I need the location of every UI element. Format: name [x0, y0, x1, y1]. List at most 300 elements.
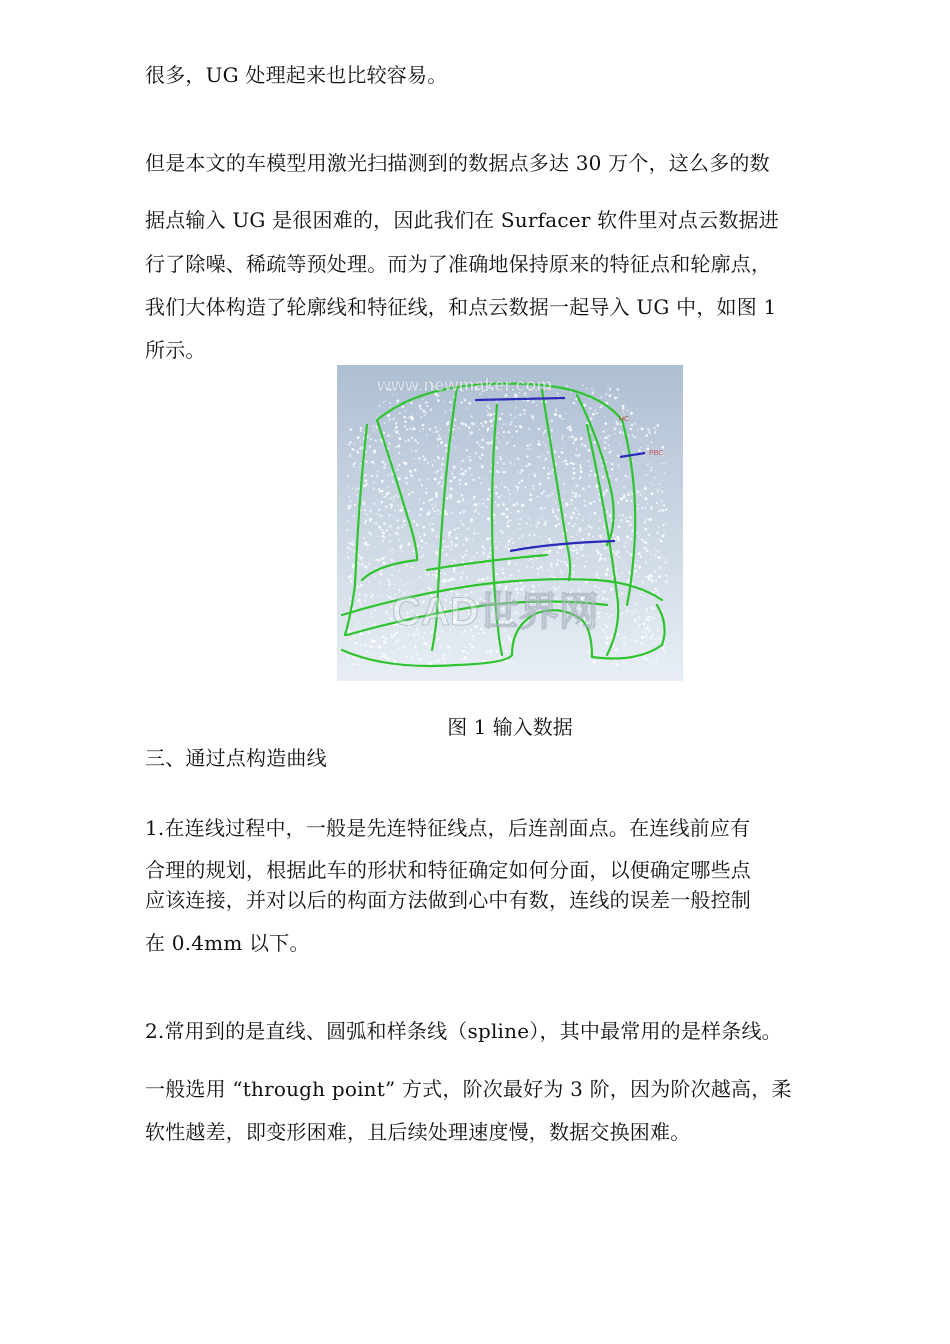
scan-point — [371, 616, 373, 618]
scan-point — [421, 547, 423, 549]
scan-point — [594, 474, 595, 475]
scan-point — [426, 488, 428, 490]
scan-point — [362, 563, 364, 565]
scan-point — [461, 494, 463, 496]
scan-point — [496, 462, 498, 464]
scan-point — [368, 631, 370, 633]
scan-point — [537, 496, 539, 498]
scan-point — [643, 455, 644, 456]
scan-point — [458, 428, 460, 430]
scan-point — [350, 580, 352, 582]
scan-point — [526, 523, 528, 525]
scan-point — [606, 461, 607, 462]
scan-point — [637, 532, 638, 533]
scan-point — [524, 412, 526, 414]
scan-point — [374, 576, 376, 578]
scan-point — [661, 491, 663, 493]
scan-point — [485, 506, 487, 508]
scan-point — [435, 505, 437, 507]
scan-point — [498, 432, 500, 434]
scan-point — [437, 456, 440, 459]
scan-point — [434, 460, 436, 462]
scan-point — [362, 557, 364, 559]
scan-point — [658, 510, 660, 512]
scan-point — [644, 628, 646, 630]
scan-point — [396, 446, 398, 448]
scan-point — [389, 534, 391, 536]
scan-point — [403, 520, 406, 523]
scan-point — [508, 540, 511, 543]
scan-point — [424, 415, 425, 416]
scan-point — [500, 657, 502, 659]
scan-point — [444, 662, 446, 664]
scan-point — [641, 507, 643, 509]
scan-point — [605, 457, 606, 458]
scan-point — [479, 458, 481, 460]
scan-point — [572, 511, 575, 514]
scan-point — [480, 446, 482, 448]
scan-point — [583, 584, 584, 585]
scan-point — [453, 567, 456, 570]
scan-point — [547, 477, 550, 480]
scan-point — [661, 509, 664, 512]
scan-point — [526, 455, 528, 457]
scan-point — [383, 431, 386, 434]
scan-point — [645, 658, 648, 661]
scan-point — [537, 573, 539, 575]
point-cloud-figure — [337, 365, 683, 681]
scan-point — [368, 563, 370, 565]
scan-point — [402, 490, 404, 492]
scan-point — [471, 432, 473, 434]
scan-point — [423, 655, 425, 657]
scan-point — [631, 530, 633, 532]
scan-point — [636, 621, 638, 623]
scan-point — [557, 586, 559, 588]
scan-point — [370, 591, 372, 593]
watermark-center: CAD世界网 — [392, 590, 599, 634]
scan-point — [664, 559, 666, 561]
scan-point — [423, 502, 425, 504]
scan-point — [450, 578, 453, 581]
scan-point — [444, 512, 447, 515]
scan-point — [371, 475, 373, 477]
scan-point — [505, 585, 507, 587]
scan-point — [654, 587, 656, 589]
scan-point — [647, 428, 650, 431]
scan-point — [514, 653, 516, 655]
scan-point — [654, 432, 656, 434]
scan-point — [387, 657, 389, 659]
scan-point — [517, 569, 519, 571]
scan-point — [383, 466, 385, 468]
scan-point — [476, 552, 478, 554]
scan-point — [511, 436, 512, 437]
scan-point — [379, 514, 381, 516]
scan-point — [538, 443, 541, 446]
scan-point — [608, 616, 610, 618]
scan-point — [592, 414, 593, 415]
scan-point — [644, 595, 645, 596]
scan-point — [617, 397, 619, 399]
scan-point — [388, 418, 391, 421]
scan-point — [354, 648, 356, 650]
scan-point — [365, 519, 367, 521]
scan-point — [642, 583, 644, 585]
scan-point — [464, 554, 466, 556]
scan-point — [604, 623, 606, 625]
scan-point — [663, 505, 665, 507]
scan-point — [387, 492, 390, 495]
scan-point — [478, 533, 479, 534]
scan-point — [373, 523, 374, 524]
scan-point — [448, 537, 449, 538]
scan-point — [510, 462, 512, 464]
scan-point — [457, 500, 460, 503]
scan-point — [604, 547, 606, 549]
scan-point — [508, 521, 509, 522]
scan-point — [436, 399, 437, 400]
scan-point — [538, 440, 540, 442]
scan-point — [406, 483, 408, 485]
section-heading: 三、通过点构造曲线 — [145, 746, 327, 770]
scan-point — [485, 442, 487, 444]
scan-point — [644, 631, 646, 633]
scan-point — [427, 512, 430, 515]
scan-point — [374, 623, 377, 626]
scan-point — [590, 526, 592, 528]
scan-point — [505, 546, 508, 549]
scan-point — [374, 609, 377, 612]
scan-point — [540, 507, 543, 510]
scan-point — [645, 492, 646, 493]
scan-point — [478, 444, 480, 446]
scan-point — [405, 565, 407, 567]
scan-point — [348, 576, 350, 578]
scan-point — [521, 509, 522, 510]
scan-point — [451, 512, 453, 514]
scan-point — [588, 525, 590, 527]
scan-point — [422, 637, 424, 639]
scan-point — [479, 464, 480, 465]
scan-point — [395, 498, 396, 499]
scan-point — [391, 551, 392, 552]
scan-point — [350, 453, 351, 454]
scan-point — [507, 523, 508, 524]
scan-point — [649, 616, 652, 619]
scan-point — [389, 596, 391, 598]
scan-point — [465, 550, 467, 552]
scan-point — [486, 651, 488, 653]
scan-point — [397, 648, 399, 650]
scan-point — [448, 531, 451, 534]
scan-point — [483, 660, 485, 662]
scan-point — [395, 426, 398, 429]
scan-point — [645, 434, 648, 437]
scan-point — [418, 634, 420, 636]
scan-point — [597, 577, 599, 579]
scan-point — [436, 535, 438, 537]
scan-point — [495, 492, 498, 495]
scan-point — [408, 510, 410, 512]
scan-point — [475, 517, 477, 519]
scan-point — [641, 631, 643, 633]
scan-point — [599, 535, 602, 538]
scan-point — [483, 528, 484, 529]
scan-point — [478, 477, 480, 479]
scan-point — [600, 460, 602, 462]
scan-point — [571, 536, 573, 538]
scan-point — [560, 561, 562, 563]
scan-point — [596, 572, 598, 574]
scan-point — [380, 573, 383, 576]
scan-point — [605, 489, 608, 492]
scan-point — [622, 405, 625, 408]
scan-point — [379, 405, 381, 407]
scan-point — [454, 425, 456, 427]
scan-point — [510, 519, 512, 521]
scan-point — [640, 642, 643, 645]
scan-point — [521, 479, 524, 482]
scan-point — [513, 663, 514, 664]
scan-point — [558, 456, 560, 458]
scan-point — [623, 642, 625, 644]
scan-point — [426, 642, 428, 644]
scan-point — [582, 587, 583, 588]
scan-point — [664, 651, 666, 653]
scan-point — [503, 486, 505, 488]
scan-point — [357, 452, 359, 454]
scan-point — [503, 423, 505, 425]
scan-point — [360, 427, 362, 429]
scan-point — [402, 551, 404, 553]
scan-point — [408, 417, 410, 419]
scan-point — [651, 492, 654, 495]
scan-point — [432, 508, 434, 510]
scan-point — [364, 474, 366, 476]
scan-point — [626, 611, 628, 613]
scan-point — [496, 547, 498, 549]
scan-point — [390, 507, 392, 509]
scan-point — [556, 563, 559, 566]
scan-point — [531, 415, 534, 418]
scan-point — [589, 474, 591, 476]
scan-point — [463, 525, 464, 526]
scan-point — [537, 522, 540, 525]
scan-point — [391, 436, 392, 437]
scan-point — [583, 500, 585, 502]
scan-point — [561, 499, 563, 501]
scan-point — [507, 525, 510, 528]
scan-point — [494, 522, 496, 524]
scan-point — [643, 569, 644, 570]
scan-point — [484, 421, 486, 423]
scan-point — [519, 518, 521, 520]
scan-point — [352, 664, 354, 666]
scan-point — [392, 481, 394, 483]
scan-point — [495, 447, 498, 450]
scan-point — [571, 549, 573, 551]
scan-point — [520, 427, 522, 429]
scan-point — [431, 577, 433, 579]
scan-point — [609, 435, 611, 437]
scan-point — [505, 508, 508, 511]
scan-point — [532, 401, 535, 404]
scan-point — [431, 528, 433, 530]
scan-point — [461, 460, 463, 462]
scan-point — [422, 526, 425, 529]
scan-point — [558, 523, 561, 526]
scan-point — [423, 534, 426, 537]
scan-point — [585, 581, 588, 584]
scan-point — [580, 467, 582, 469]
scan-point — [542, 517, 543, 518]
scan-point — [555, 408, 556, 409]
scan-point — [467, 653, 468, 654]
scan-point — [404, 420, 407, 423]
scan-point — [382, 493, 383, 494]
scan-point — [514, 416, 516, 418]
scan-point — [641, 538, 643, 540]
scan-point — [389, 402, 391, 404]
scan-point — [585, 528, 586, 529]
scan-point — [657, 491, 659, 493]
scan-point — [347, 475, 349, 477]
scan-point — [603, 526, 605, 528]
scan-point — [399, 412, 401, 414]
scan-point — [516, 503, 518, 505]
scan-point — [454, 419, 456, 421]
scan-point — [491, 425, 493, 427]
scan-point — [368, 582, 370, 584]
scan-point — [528, 560, 529, 561]
scan-point — [572, 477, 575, 480]
scan-point — [658, 527, 659, 528]
scan-point — [598, 587, 600, 589]
scan-point — [549, 495, 551, 497]
scan-point — [529, 534, 531, 536]
scan-point — [416, 653, 419, 656]
scan-point — [530, 558, 532, 560]
scan-point — [570, 499, 572, 501]
scan-point — [466, 456, 467, 457]
scan-point — [352, 565, 355, 568]
scan-point — [366, 513, 368, 515]
scan-point — [381, 501, 383, 503]
scan-point — [519, 523, 521, 525]
scan-point — [487, 537, 490, 540]
scan-point — [411, 566, 413, 568]
scan-point — [594, 512, 597, 515]
scan-point — [623, 636, 625, 638]
scan-point — [557, 509, 559, 511]
scan-point — [545, 445, 546, 446]
scan-point — [481, 425, 484, 428]
scan-point — [400, 545, 402, 547]
scan-point — [445, 554, 447, 556]
scan-point — [530, 571, 531, 572]
scan-point — [594, 585, 596, 587]
scan-point — [370, 438, 372, 440]
scan-point — [472, 539, 473, 540]
scan-point — [394, 430, 396, 432]
scan-point — [565, 502, 567, 504]
scan-point — [351, 549, 353, 551]
scan-point — [367, 435, 369, 437]
scan-point — [491, 585, 494, 588]
scan-point — [584, 504, 586, 506]
scan-point — [557, 559, 559, 561]
scan-point — [550, 564, 552, 566]
scan-point — [398, 539, 400, 541]
scan-point — [430, 498, 433, 501]
scan-point — [441, 473, 443, 475]
scan-point — [471, 560, 473, 562]
paragraph-line: 据点输入 UG 是很困难的，因此我们在 Surfacer 软件里对点云数据进 — [145, 208, 779, 232]
scan-point — [586, 561, 588, 563]
scan-point — [391, 548, 393, 550]
scan-point — [543, 432, 545, 434]
scan-point — [388, 550, 389, 551]
scan-point — [573, 402, 575, 404]
scan-point — [655, 639, 657, 641]
scan-point — [348, 542, 350, 544]
scan-point — [410, 656, 412, 658]
scan-point — [509, 500, 510, 501]
scan-point — [434, 654, 436, 656]
scan-point — [666, 575, 668, 577]
scan-point — [572, 565, 575, 568]
scan-point — [387, 594, 389, 596]
scan-point — [365, 542, 367, 544]
scan-point — [623, 660, 625, 662]
scan-point — [574, 523, 576, 525]
scan-point — [631, 518, 632, 519]
scan-point — [596, 485, 599, 488]
scan-point — [579, 477, 582, 480]
scan-point — [563, 555, 565, 557]
scan-point — [599, 625, 601, 627]
scan-point — [472, 479, 474, 481]
scan-point — [487, 558, 488, 559]
scan-point — [587, 449, 590, 452]
scan-point — [582, 384, 584, 386]
scan-point — [501, 514, 503, 516]
scan-point — [543, 542, 544, 543]
scan-point — [620, 613, 622, 615]
scan-point — [466, 539, 468, 541]
scan-point — [634, 640, 636, 642]
scan-point — [556, 517, 559, 520]
scan-point — [505, 650, 508, 653]
scan-point — [602, 476, 605, 479]
scan-point — [665, 561, 667, 563]
scan-point — [438, 660, 440, 662]
scan-point — [446, 497, 449, 500]
scan-point — [394, 643, 396, 645]
scan-point — [455, 537, 458, 540]
scan-point — [653, 485, 654, 486]
scan-point — [382, 635, 385, 638]
scan-point — [451, 530, 452, 531]
scan-point — [352, 543, 355, 546]
scan-point — [437, 637, 440, 640]
scan-point — [409, 555, 411, 557]
scan-point — [543, 507, 545, 509]
scan-point — [394, 561, 395, 562]
scan-point — [452, 428, 454, 430]
scan-point — [485, 565, 487, 567]
